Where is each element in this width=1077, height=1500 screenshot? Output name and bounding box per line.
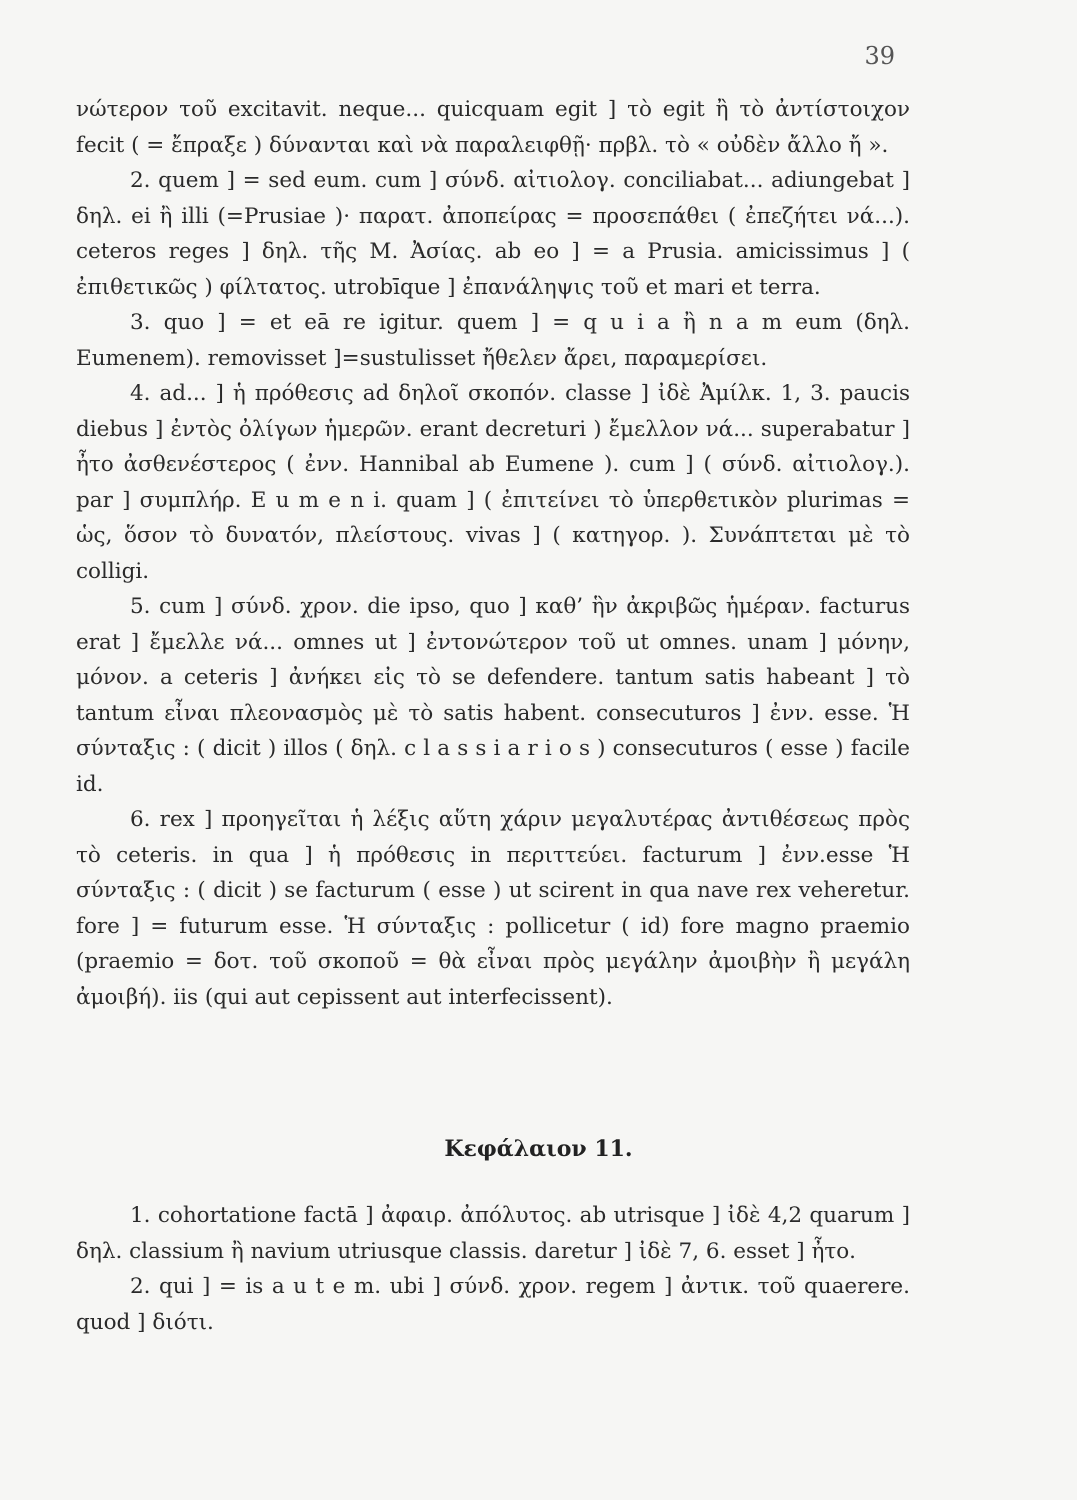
commentary-block bbox=[76, 92, 910, 1015]
chapter-note-1: 1. cohortatione factā ] ἀφαιρ. ἀπόλυτος. ab utrisque ] ἰδὲ 4,2 quarum ] δηλ. classium ἢ navium utriusque classis. daretur ] ἰδὲ 7, 6. esset ] ἦτο. bbox=[76, 1203, 910, 1264]
note-3: 3. quo ] = et eā re igitur. quem ] = q u i a ἢ n a m eum (δηλ. Eumenem). removisset ]=sustulisset ἤθελεν ἄρει, παραμερίσει. bbox=[76, 310, 910, 371]
note-2: 2. quem ] = sed eum. cum ] σύνδ. αἰτιολογ. conciliabat... adiungebat ] δηλ. ei ἢ illi (=Prusiae )· παρατ. ἀποπείρας = προσεπάθει ( ἐπεζήτει νά...). ceteros reges ] δηλ. τῆς Μ. Ἀσίας. ab eo ] = a Prusia. amicissimus ] ( ἐπιθετικῶς ) φίλτατος. utrobīque ] ἐπανάληψις τοῦ et mari et terra. bbox=[76, 168, 910, 300]
chapter-note-2: 2. qui ] = is a u t e m. ubi ] σύνδ. χρον. regem ] ἀντικ. τοῦ quaerere. quod ] διότι. bbox=[76, 1274, 910, 1335]
note-5: 5. cum ] σύνδ. χρον. die ipso, quo ] καθ’ ἣν ἀκριβῶς ἡμέραν. facturus erat ] ἔμελλε νά... omnes ut ] ἐντονώτερον τοῦ ut omnes. unam ] μόνην, μόνον. a ceteris ] ἀνήκει εἰς τὸ se defendere. tantum satis habeant ] τὸ tantum εἶναι πλεονασμὸς μὲ τὸ satis habent. consecuturos ] ἐνν. esse. Ἡ σύνταξις : ( dicit ) illos ( δηλ. c l a s s i a r i o s ) consecuturos ( esse ) facile id. bbox=[76, 594, 910, 797]
chapter-commentary-block bbox=[76, 1198, 910, 1340]
page-number: 39 bbox=[864, 42, 895, 70]
intro-paragraph: νώτερον τοῦ excitavit. neque... quicquam egit ] τὸ egit ἢ τὸ ἀντίστοιχον fecit ( = ἔπραξε ) δύνανται καὶ νὰ παραλειφθῇ· πρβλ. τὸ « οὐδὲν ἄλλο ἤ ». bbox=[76, 97, 910, 158]
chapter-heading: Κεφάλαιον 11. bbox=[444, 1136, 633, 1162]
note-6: 6. rex ] προηγεῖται ἡ λέξις αὕτη χάριν μεγαλυτέρας ἀντιθέσεως πρὸς τὸ ceteris. in qua ] ἡ πρόθεσις in περιττεύει. facturum ] ἐνν.esse Ἡ σύνταξις : ( dicit ) se facturum ( esse ) ut scirent in qua nave rex veheretur. fore ] = futurum esse. Ἡ σύνταξις : pollicetur ( id) fore magno praemio (praemio = δοτ. τοῦ σκοποῦ = θὰ εἶναι πρὸς μεγάλην ἀμοιβὴν ἢ μεγάλη ἀμοιβή). iis (qui aut cepissent aut interfecissent). bbox=[76, 807, 910, 1010]
note-4: 4. ad... ] ἡ πρόθεσις ad δηλοῖ σκοπόν. classe ] ἰδὲ Ἀμίλκ. 1, 3. paucis diebus ] ἐντὸς ὀλίγων ἡμερῶν. erant decreturi ) ἔμελλον νά... superabatur ] ἦτο ἀσθενέστερος ( ἐνν. Hannibal ab Eumene ). cum ] ( σύνδ. αἰτιολογ.). par ] συμπλήρ. E u m e n i. quam ] ( ἐπιτείνει τὸ ὑπερθετικὸν plurimas = ὡς, ὅσον τὸ δυνατόν, πλείστους. vivas ] ( κατηγορ. ). Συνάπτεται μὲ τὸ colligi. bbox=[76, 381, 910, 584]
